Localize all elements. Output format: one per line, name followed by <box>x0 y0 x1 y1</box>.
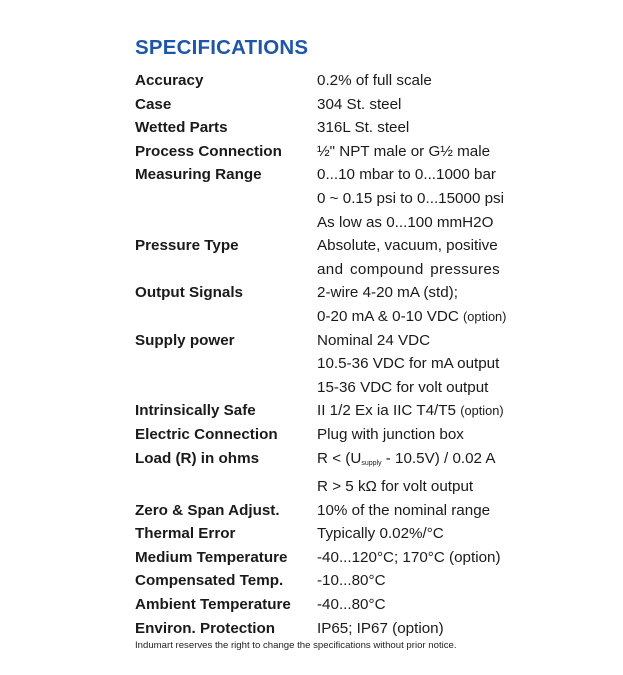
spec-row-compensated-temp <box>135 569 605 593</box>
spec-label: Output Signals <box>135 284 243 302</box>
spec-value: 0 ~ 0.15 psi to 0...15000 psi <box>317 189 505 207</box>
spec-label: Pressure Type <box>135 237 239 255</box>
spec-row-measuring-range <box>135 163 605 234</box>
spec-label: Accuracy <box>135 72 204 89</box>
spec-row-wetted-parts <box>135 116 605 140</box>
spec-label: Wetted Parts <box>135 119 228 137</box>
spec-label: Environ. Protection <box>135 619 276 637</box>
formula-post: - 10.5V) / 0.02 A <box>381 449 496 467</box>
spec-table <box>135 69 605 640</box>
formula-pre: R < (U <box>317 449 362 467</box>
spec-label: Measuring Range <box>135 166 262 184</box>
spec-row-supply-power <box>135 329 605 400</box>
spec-row-zero-span <box>135 499 605 523</box>
spec-label: Intrinsically Safe <box>135 402 256 420</box>
spec-row-environ-protection <box>135 617 605 641</box>
option-note: (option) <box>460 403 504 419</box>
spec-row-electric-connection <box>135 423 605 447</box>
spec-value: 0.2% of full scale <box>317 72 432 89</box>
spec-label: Load (R) in ohms <box>135 449 260 467</box>
spec-label: Thermal Error <box>135 525 236 543</box>
spec-value: 316L St. steel <box>317 119 410 137</box>
spec-label: Case <box>135 95 172 113</box>
spec-value: 10% of the nominal range <box>317 501 491 519</box>
spec-value: -40...120°C; 170°C (option) <box>317 548 501 566</box>
spec-row-process-connection <box>135 140 605 164</box>
spec-label: Supply power <box>135 331 235 349</box>
spec-value: Typically 0.02%/°C <box>317 525 444 543</box>
spec-value <box>317 305 605 329</box>
spec-value: -40...80°C <box>317 596 386 614</box>
spec-value: 10.5-36 VDC for mA output <box>317 355 500 373</box>
spec-row-ambient-temperature <box>135 593 605 617</box>
spec-row-thermal-error <box>135 522 605 546</box>
spec-value-text: 0-20 mA & 0-10 VDC <box>317 307 459 325</box>
spec-label: Zero & Span Adjust. <box>135 501 280 519</box>
spec-row-intrinsically-safe <box>135 399 605 423</box>
spec-row-pressure-type <box>135 234 605 281</box>
spec-value: As low as 0...100 mmH2O <box>317 213 494 231</box>
spec-value <box>317 399 605 423</box>
spec-value: -10...80°C <box>317 572 386 590</box>
spec-value: 2-wire 4-20 mA (std); <box>317 284 458 302</box>
load-formula <box>317 447 605 476</box>
spec-value: ½" NPT male or G½ male <box>317 142 491 160</box>
spec-value: Nominal 24 VDC <box>317 331 431 349</box>
option-note: (option) <box>463 308 507 324</box>
spec-row-case <box>135 93 605 117</box>
spec-value: and compound pressures <box>317 260 501 278</box>
spec-label: Process Connection <box>135 142 282 160</box>
spec-value: R > 5 kΩ for volt output <box>317 478 474 496</box>
disclaimer-note: Indumart reserves the right to change the specifications without prior notice. <box>135 640 457 651</box>
spec-value: Plug with junction box <box>317 425 464 443</box>
spec-row-load <box>135 447 605 499</box>
spec-row-accuracy <box>135 69 605 93</box>
spec-row-medium-temperature <box>135 546 605 570</box>
page-title: SPECIFICATIONS <box>135 36 309 59</box>
spec-row-output-signals <box>135 281 605 328</box>
spec-label: Electric Connection <box>135 425 278 443</box>
spec-value: 0...10 mbar to 0...1000 bar <box>317 166 496 184</box>
spec-label: Compensated Temp. <box>135 572 284 590</box>
spec-value: IP65; IP67 (option) <box>317 619 444 637</box>
formula-subscript: supply <box>361 459 382 467</box>
spec-value: 304 St. steel <box>317 95 402 113</box>
spec-value-text: II 1/2 Ex ia IIC T4/T5 <box>317 402 456 420</box>
spec-label: Ambient Temperature <box>135 596 291 614</box>
spec-value: Absolute, vacuum, positive <box>317 237 498 255</box>
spec-value: 15-36 VDC for volt output <box>317 378 489 396</box>
spec-label: Medium Temperature <box>135 548 288 566</box>
